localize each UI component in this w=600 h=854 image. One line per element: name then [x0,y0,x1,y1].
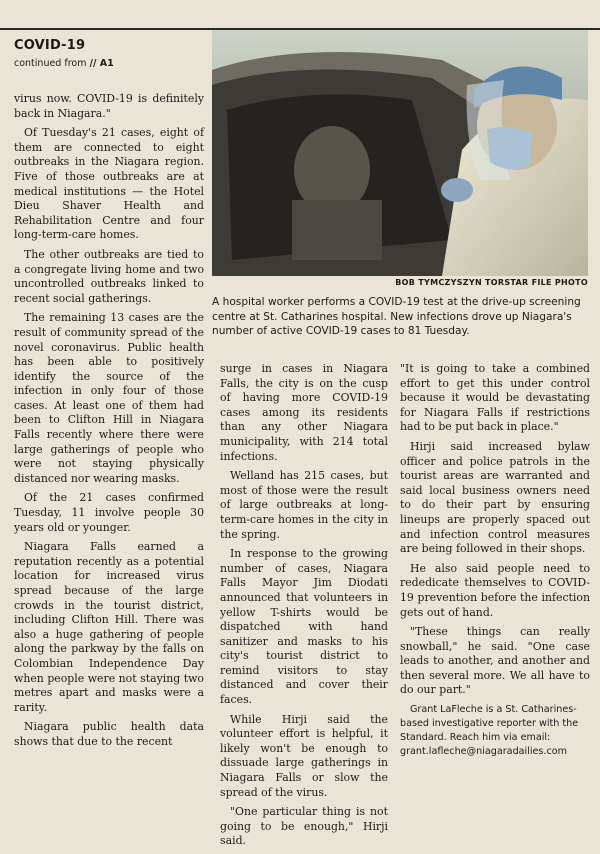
paragraph: Hirji said increased bylaw officer and police patrols in the tourist areas are warranted and said local business owners need to do their part by ensuring lineups are properly spaced out and infection control measures are being followed in their shops. [400,439,590,556]
paragraph: "These things can really snowball," he said. "One case leads to another, and another and then several more. We all have to do our part." [400,625,590,697]
paragraph: The remaining 13 cases are the result of community spread of the novel coronavirus. Public health has been able to positively identify the source of the infection in only four of those cases. At least one of them had been to Clifton Hill in Niagara Falls recently where there were large gatherings of people who were not staying physically distanced nor wearing masks. [14,311,204,485]
paragraph: Niagara public health data shows that due to the recent [14,720,204,748]
paragraph: Welland has 215 cases, but most of those were the result of large outbreaks at long-term-care homes in the city in the spring. [220,469,388,541]
continued-from [14,58,114,69]
article-column-2 [220,362,388,854]
paragraph: virus now. COVID-19 is definitely back in Niagara." [14,92,204,120]
paragraph: The other outbreaks are tied to a congregate living home and two uncontrolled outbreaks linked to recent social gatherings. [14,247,204,305]
paragraph: He also said people need to rededicate themselves to COVID-19 prevention before the infection gets out of hand. [400,561,590,619]
news-photo [212,30,588,276]
author-bio: Grant LaFleche is a St. Catharines-based investigative reporter with the Standard. Reach him via email: grant.lafleche@niagaradailies.com [400,704,579,758]
section-title: COVID-19 [14,38,86,53]
paragraph: In response to the growing number of cases, Niagara Falls Mayor Jim Diodati announced that volunteers in yellow T-shirts would be dispatched with hand sanitizer and masks to his city's tourist district to remind visitors to stay distanced and cover their faces. [220,547,388,707]
article-column-3 [400,362,590,764]
photo-caption: A hospital worker performs a COVID-19 test at the drive-up screening centre at St. Catharines hospital. New infections drove up Niagara's number of active COVID-19 cases to 81 Tuesday. [212,296,581,337]
continued-prefix: continued from [14,58,87,69]
paragraph: Of the 21 cases confirmed Tuesday, 11 involve people 30 years old or younger. [14,491,204,534]
paragraph: While Hirji said the volunteer effort is helpful, it likely won't be enough to dissuade large gatherings in Niagara Falls or slow the spread of the virus. [220,712,388,799]
photo-credit: BOB TYMCZYSZYN TORSTAR FILE PHOTO [395,278,588,287]
continued-page-link[interactable]: // A1 [89,58,114,69]
paragraph: "One particular thing is not going to be enough," Hirji said. [220,805,388,848]
paragraph: surge in cases in Niagara Falls, the city is on the cusp of having more COVID-19 cases among its residents than any other Niagara municipality, with 214 total infections. [220,362,388,463]
paragraph: "It is going to take a combined effort to get this under control because it would be devastating for Niagara Falls if restrictions had to be put back in place." [400,362,590,434]
article-column-1 [14,92,204,755]
photo-illustration [212,30,588,276]
paragraph: Of Tuesday's 21 cases, eight of them are connected to eight outbreaks in the Niagara region. Five of those outbreaks are at medical institutions — the Hotel Dieu Shaver Health and Rehabilitation Centre and four long-term-care homes. [14,126,204,242]
paragraph: Niagara Falls earned a reputation recently as a potential location for increased virus spread because of the large crowds in the tourist district, including Clifton Hill. There was also a huge gathering of people along the parkway by the falls on Colombian Independence Day when people were not staying two metres apart and masks were a rarity. [14,540,204,714]
